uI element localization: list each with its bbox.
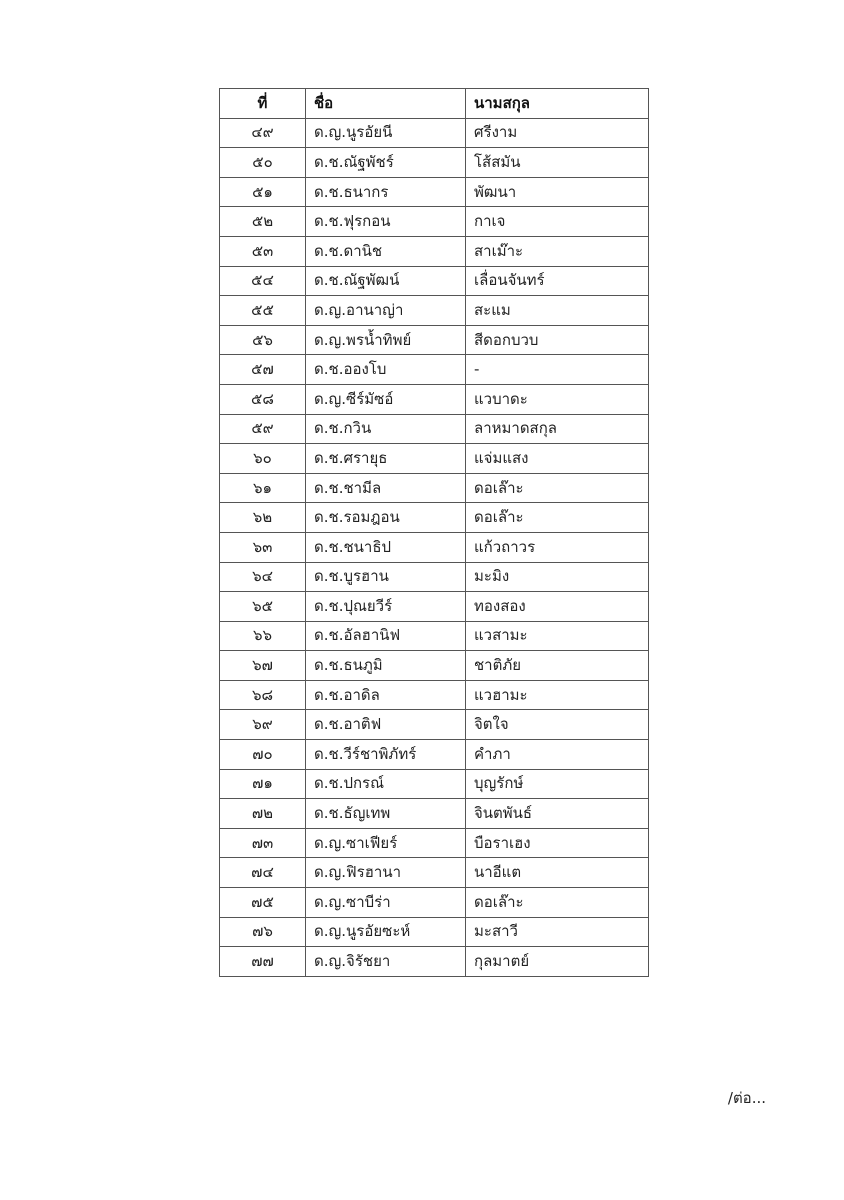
row-number: ๗๗ bbox=[220, 947, 306, 977]
row-first-name: ด.ช.อาติฟ bbox=[306, 710, 466, 740]
row-number: ๕๔ bbox=[220, 266, 306, 296]
table-body bbox=[220, 118, 649, 976]
row-first-name: ด.ญ.อานาญ่า bbox=[306, 296, 466, 326]
table-row bbox=[220, 799, 649, 829]
row-last-name: แก้วถาวร bbox=[466, 532, 649, 562]
row-first-name: ด.ช.อาดิล bbox=[306, 680, 466, 710]
row-first-name: ด.ช.ชนาธิป bbox=[306, 532, 466, 562]
table-header bbox=[220, 89, 649, 119]
table-row bbox=[220, 236, 649, 266]
row-last-name: มะสาวี bbox=[466, 917, 649, 947]
row-first-name: ด.ญ.จิรัชยา bbox=[306, 947, 466, 977]
row-first-name: ด.ช.รอมฎอน bbox=[306, 503, 466, 533]
table-row bbox=[220, 148, 649, 178]
row-last-name: พัฒนา bbox=[466, 177, 649, 207]
header-first-name: ชื่อ bbox=[306, 89, 466, 119]
row-number: ๗๑ bbox=[220, 769, 306, 799]
table-row bbox=[220, 384, 649, 414]
row-last-name: กุลมาตย์ bbox=[466, 947, 649, 977]
row-number: ๕๗ bbox=[220, 355, 306, 385]
row-last-name: บุญรักษ์ bbox=[466, 769, 649, 799]
row-last-name: สาเม๊าะ bbox=[466, 236, 649, 266]
row-first-name: ด.ญ.ฟิรฮานา bbox=[306, 858, 466, 888]
header-number: ที่ bbox=[220, 89, 306, 119]
row-number: ๗๐ bbox=[220, 740, 306, 770]
row-first-name: ด.ช.ธนากร bbox=[306, 177, 466, 207]
table-row bbox=[220, 562, 649, 592]
table-row bbox=[220, 414, 649, 444]
row-last-name: ทองสอง bbox=[466, 592, 649, 622]
row-number: ๖๙ bbox=[220, 710, 306, 740]
row-last-name: โส้สมัน bbox=[466, 148, 649, 178]
row-number: ๕๑ bbox=[220, 177, 306, 207]
row-first-name: ด.ช.ปุณยวีร์ bbox=[306, 592, 466, 622]
row-first-name: ด.ช.ณัฐพัฒน์ bbox=[306, 266, 466, 296]
row-first-name: ด.ช.อัลฮานิฟ bbox=[306, 621, 466, 651]
table-row bbox=[220, 325, 649, 355]
row-first-name: ด.ช.กวิน bbox=[306, 414, 466, 444]
row-last-name: ชาติภัย bbox=[466, 651, 649, 681]
table-row bbox=[220, 828, 649, 858]
table-row bbox=[220, 266, 649, 296]
table-row bbox=[220, 473, 649, 503]
table-row bbox=[220, 118, 649, 148]
row-last-name: แวบาดะ bbox=[466, 384, 649, 414]
row-number: ๖๐ bbox=[220, 444, 306, 474]
table-row bbox=[220, 532, 649, 562]
row-number: ๕๙ bbox=[220, 414, 306, 444]
table-row bbox=[220, 444, 649, 474]
row-first-name: ด.ช.ฟุรกอน bbox=[306, 207, 466, 237]
table-row bbox=[220, 710, 649, 740]
table-row bbox=[220, 947, 649, 977]
row-last-name: กาเจ bbox=[466, 207, 649, 237]
table-row bbox=[220, 917, 649, 947]
row-number: ๖๑ bbox=[220, 473, 306, 503]
row-first-name: ด.ญ.นูรอัยนี bbox=[306, 118, 466, 148]
table-row bbox=[220, 858, 649, 888]
row-number: ๖๓ bbox=[220, 532, 306, 562]
row-number: ๗๕ bbox=[220, 888, 306, 918]
row-last-name: ศรีงาม bbox=[466, 118, 649, 148]
row-first-name: ด.ช.ปกรณ์ bbox=[306, 769, 466, 799]
row-last-name: แวฮามะ bbox=[466, 680, 649, 710]
table-row bbox=[220, 355, 649, 385]
row-number: ๖๒ bbox=[220, 503, 306, 533]
row-number: ๕๐ bbox=[220, 148, 306, 178]
row-last-name: ดอเล๊าะ bbox=[466, 888, 649, 918]
header-last-name: นามสกุล bbox=[466, 89, 649, 119]
student-roster-table bbox=[219, 88, 649, 977]
row-last-name: แจ่มแสง bbox=[466, 444, 649, 474]
row-first-name: ด.ญ.ซีร์มัซอ์ bbox=[306, 384, 466, 414]
row-number: ๖๘ bbox=[220, 680, 306, 710]
table-row bbox=[220, 177, 649, 207]
table-row bbox=[220, 207, 649, 237]
row-last-name: คำภา bbox=[466, 740, 649, 770]
table-row bbox=[220, 651, 649, 681]
row-last-name: บือราเฮง bbox=[466, 828, 649, 858]
row-last-name: ดอเล๊าะ bbox=[466, 473, 649, 503]
row-first-name: ด.ญ.นูรอัยซะห์ bbox=[306, 917, 466, 947]
row-first-name: ด.ช.ศรายุธ bbox=[306, 444, 466, 474]
table-row bbox=[220, 888, 649, 918]
row-last-name: นาอีแต bbox=[466, 858, 649, 888]
row-first-name: ด.ช.ธนภูมิ bbox=[306, 651, 466, 681]
row-number: ๗๒ bbox=[220, 799, 306, 829]
row-first-name: ด.ญ.ซาบีร่า bbox=[306, 888, 466, 918]
row-first-name: ด.ช.ชามีล bbox=[306, 473, 466, 503]
row-first-name: ด.ช.อองโบ bbox=[306, 355, 466, 385]
row-number: ๖๕ bbox=[220, 592, 306, 622]
row-last-name: ลาหมาดสกุล bbox=[466, 414, 649, 444]
row-last-name: แวสามะ bbox=[466, 621, 649, 651]
row-last-name: ดอเล๊าะ bbox=[466, 503, 649, 533]
table-row bbox=[220, 503, 649, 533]
row-first-name: ด.ช.ธัญเทพ bbox=[306, 799, 466, 829]
row-last-name: จินตพันธ์ bbox=[466, 799, 649, 829]
row-last-name: มะมิง bbox=[466, 562, 649, 592]
row-last-name: สีดอกบวบ bbox=[466, 325, 649, 355]
row-first-name: ด.ช.บูรฮาน bbox=[306, 562, 466, 592]
row-number: ๖๖ bbox=[220, 621, 306, 651]
row-number: ๕๖ bbox=[220, 325, 306, 355]
table-row bbox=[220, 296, 649, 326]
table-row bbox=[220, 680, 649, 710]
row-number: ๖๗ bbox=[220, 651, 306, 681]
row-number: ๗๖ bbox=[220, 917, 306, 947]
header-row bbox=[220, 89, 649, 119]
row-last-name: จิตใจ bbox=[466, 710, 649, 740]
row-last-name: เลื่อนจันทร์ bbox=[466, 266, 649, 296]
row-number: ๔๙ bbox=[220, 118, 306, 148]
row-number: ๕๒ bbox=[220, 207, 306, 237]
row-number: ๖๔ bbox=[220, 562, 306, 592]
row-number: ๕๓ bbox=[220, 236, 306, 266]
row-first-name: ด.ช.ดานิช bbox=[306, 236, 466, 266]
row-number: ๕๘ bbox=[220, 384, 306, 414]
row-number: ๕๕ bbox=[220, 296, 306, 326]
row-first-name: ด.ญ.ซาเฟียร์ bbox=[306, 828, 466, 858]
row-first-name: ด.ช.วีร์ชาพิภัทร์ bbox=[306, 740, 466, 770]
row-number: ๗๔ bbox=[220, 858, 306, 888]
table-row bbox=[220, 592, 649, 622]
row-last-name: - bbox=[466, 355, 649, 385]
continued-note: /ต่อ... bbox=[727, 1089, 766, 1107]
table-row bbox=[220, 740, 649, 770]
row-first-name: ด.ญ.พรน้ำทิพย์ bbox=[306, 325, 466, 355]
row-number: ๗๓ bbox=[220, 828, 306, 858]
row-last-name: สะแม bbox=[466, 296, 649, 326]
table-row bbox=[220, 621, 649, 651]
row-first-name: ด.ช.ณัฐพัชร์ bbox=[306, 148, 466, 178]
table-row bbox=[220, 769, 649, 799]
